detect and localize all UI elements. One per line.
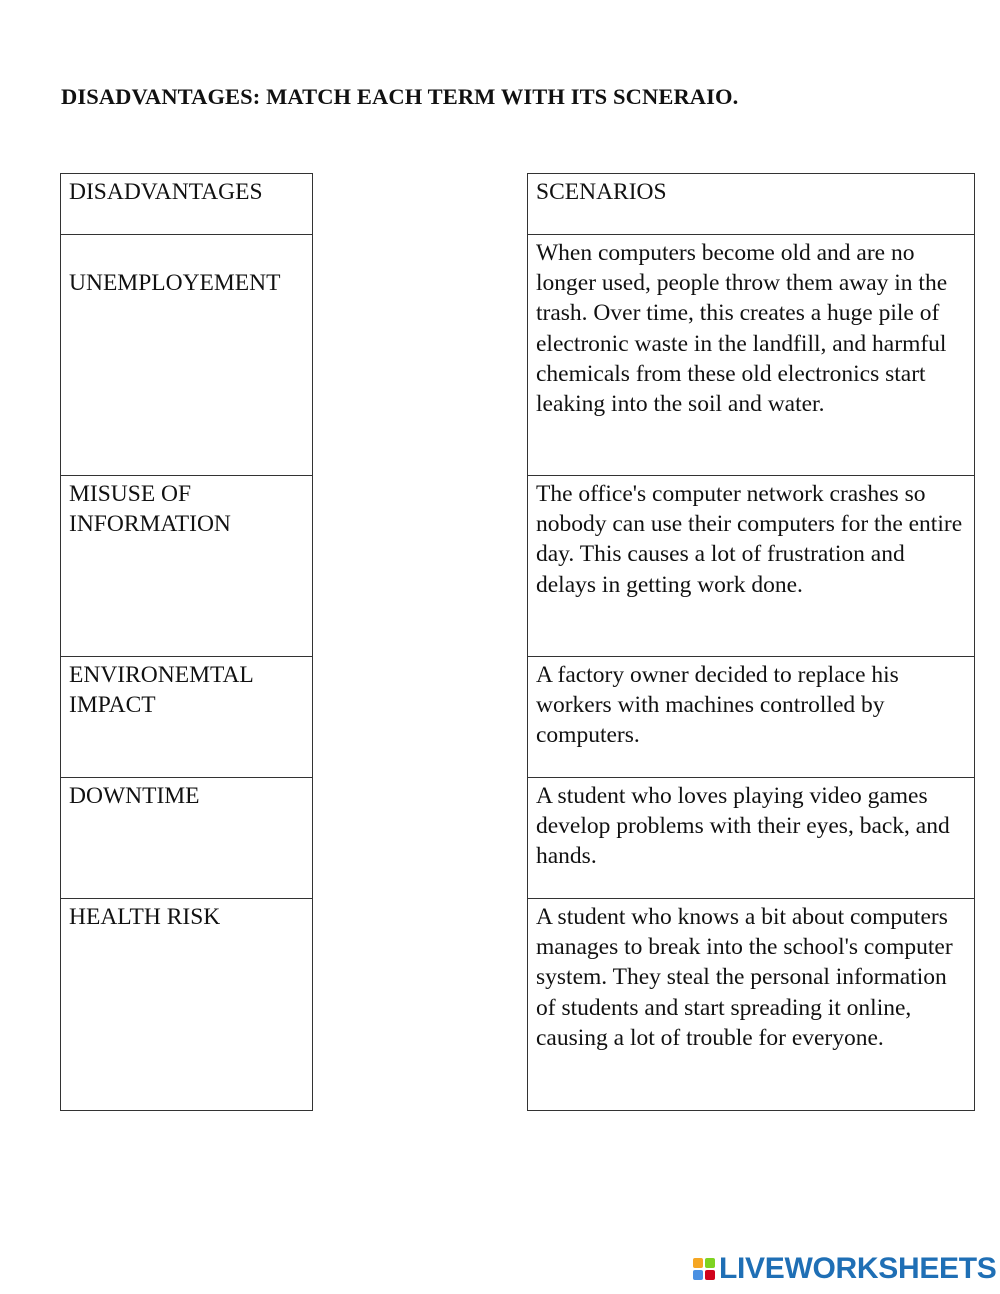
terms-header: DISADVANTAGES [61,174,313,235]
logo-square [705,1258,715,1268]
term-cell[interactable]: ENVIRONEMTAL IMPACT [61,657,313,778]
term-cell[interactable]: UNEMPLOYEMENT [61,235,313,476]
scenarios-header: SCENARIOS [528,174,975,235]
scenarios-table [527,173,975,1111]
scenario-cell[interactable]: A factory owner decided to replace his workers with machines controlled by computers. [528,657,975,778]
scenario-cell[interactable]: When computers become old and are no longer used, people throw them away in the trash. Over time, this creates a huge pile of electronic waste in the landfill, and harmful chemicals from these old electronics start leaking into the soil and water. [528,235,975,476]
logo-square [705,1270,715,1280]
term-cell[interactable]: DOWNTIME [61,778,313,899]
scenario-cell[interactable]: A student who knows a bit about computers manages to break into the school's computer system. They steal the personal information of students and start spreading it online, causing a lot of trouble for everyone. [528,899,975,1111]
worksheet-title: DISADVANTAGES: MATCH EACH TERM WITH ITS SCNERAIO. [61,84,739,109]
terms-table [60,173,313,1111]
logo-square [693,1258,703,1268]
logo-grid-icon [693,1258,715,1280]
logo-text: LIVEWORKSHEETS [719,1252,997,1285]
term-cell[interactable]: MISUSE OF INFORMATION [61,476,313,657]
term-cell[interactable]: HEALTH RISK [61,899,313,1111]
scenario-cell[interactable]: A student who loves playing video games develop problems with their eyes, back, and hands. [528,778,975,899]
logo-square [693,1270,703,1280]
scenario-cell[interactable]: The office's computer network crashes so nobody can use their computers for the entire day. This causes a lot of frustration and delays in getting work done. [528,476,975,657]
liveworksheets-logo [693,1252,997,1286]
